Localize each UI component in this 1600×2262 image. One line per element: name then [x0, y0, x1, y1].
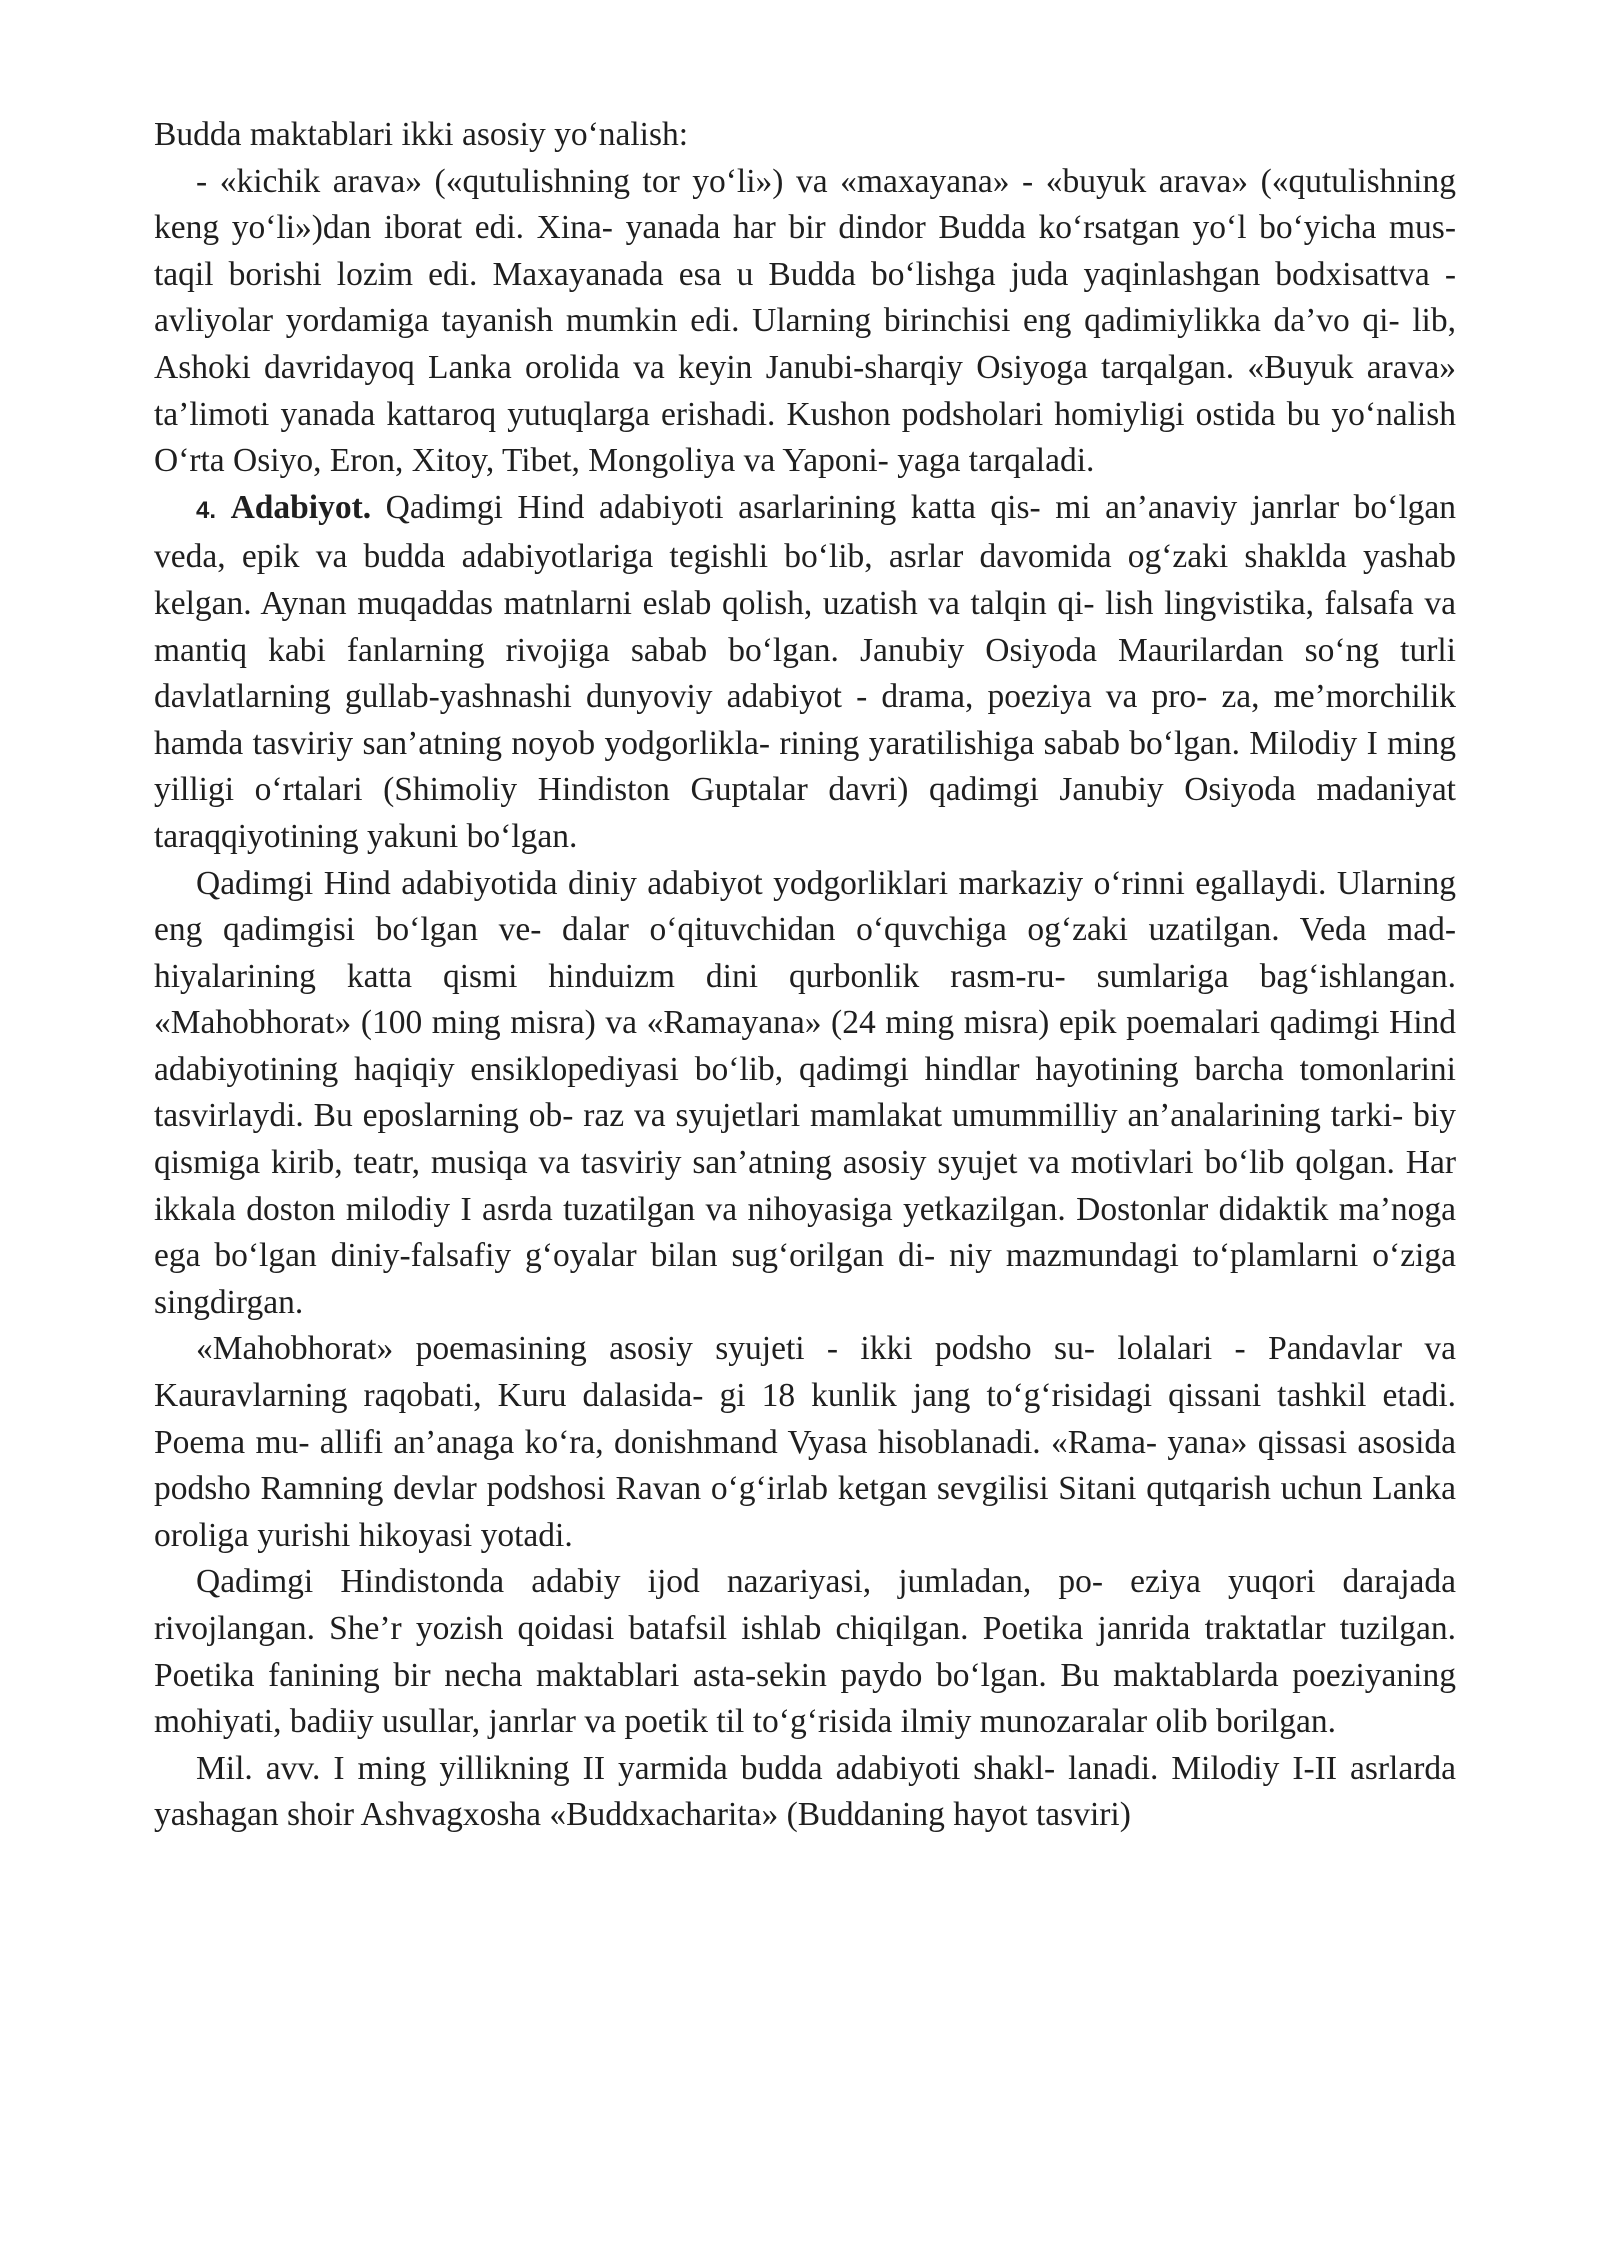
paragraph-buddhist-literature: Mil. avv. I ming yillikning II yarmida budda adabiyoti shakl- lanadi. Milodiy I-II asrlarda yashagan shoir Ashvagxosha «Buddxacharita» (Buddaning hayot tasviri) — [154, 1749, 1456, 1834]
document-page — [154, 112, 1456, 1839]
section-literature-paragraph — [154, 485, 1456, 861]
paragraph-mahabharata: «Mahobhorat» poemasining asosiy syujeti - ikki podsho su- lolalari - Pandavlar va Kauravlarning raqobati, Kuru dalasida- gi 18 kunlik jang to‘g‘risidagi qissani tashkil etadi. Poema mu- allifi an’anaga ko‘ra, donishmand Vyasa hisoblanadi. «Rama- yana» qissasi asosida podsho Ramning devlar podshosi Ravan o‘g‘irlab ketgan sevgilisi Sitani qutqarish uchun Lanka oroliga yurishi hikoyasi yotadi. — [154, 1330, 1456, 1554]
section-text: Qadimgi Hind adabiyoti asarlarining katta qis- mi an’anaviy janrlar bo‘lgan veda, epik va budda adabiyotlariga tegishli bo‘lib, asrlar davomida og‘zaki shaklda yashab kelgan. Aynan muqaddas matnlarni eslab qolish, uzatish va talqin qi- lish lingvistika, falsafa va mantiq kabi fanlarning rivojiga sabab bo‘lgan. Janubiy Osiyoda Maurilardan so‘ng turli davlatlarning gullab-yashnashi dunyoviy adabiyot - drama, poeziya va pro- za, me’morchilik hamda tasviriy san’atning noyob yodgorlikla- rining yaratilishiga sabab bo‘lgan. Milodiy I ming yilligi o‘rtalari (Shimoliy Hindiston Guptalar davri) qadimgi Janubiy Osiyoda madaniyat taraqqiyotining yakuni bo‘lgan. — [154, 488, 1457, 855]
paragraph-buddhist-schools: - «kichik arava» («qutulishning tor yo‘li») va «maxayana» - «buyuk arava» («qutulishning keng yo‘li»)dan iborat edi. Xina- yanada har bir dindor Budda ko‘rsatgan yo‘l bo‘yicha mus- taqil borishi lozim edi. Maxayanada esa u Budda bo‘lishga juda yaqinlashgan bodxisattva - avliyolar yordamiga tayanish mumkin edi. Ularning birinchisi eng qadimiylikka da’vo qi- lib, Ashoki davridayoq Lanka orolida va keyin Janubi-sharqiy Osiyoga tarqalgan. «Buyuk arava» ta’limoti yanada kattaroq yutuqlarga erishadi. Kushon podsholari homiyligi ostida bu yo‘nalish O‘rta Osiyo, Eron, Xitoy, Tibet, Mongoliya va Yaponi- yaga tarqaladi. — [154, 162, 1456, 480]
section-title: Adabiyot. — [230, 488, 372, 526]
paragraph-religious-literature: Qadimgi Hind adabiyotida diniy adabiyot yodgorliklari markaziy o‘rinni egallaydi. Ularning eng qadimgisi bo‘lgan ve- dalar o‘qituvchidan o‘quvchiga og‘zaki uzatilgan. Veda mad- hiyalarining katta qismi hinduizm dini qurbonlik rasm-ru- sumlariga bag‘ishlangan. «Mahobhorat» (100 ming misra) va «Ramayana» (24 ming misra) epik poemalari qadimgi Hind adabiyotining haqiqiy ensiklopediyasi bo‘lib, qadimgi hindlar hayotining barcha tomonlarini tasvirlaydi. Bu eposlarning ob- raz va syujetlari mamlakat umummilliy an’analarining tarki- biy qismiga kirib, teatr, musiqa va tasviriy san’atning asosiy syujet va motivlari bo‘lib qolgan. Har ikkala doston milodiy I asrda tuzatilgan va nihoyasiga yetkazilgan. Dostonlar didaktik ma’noga ega bo‘lgan diniy-falsafiy g‘oyalar bilan sug‘orilgan di- niy mazmundagi to‘plamlarni o‘ziga singdirgan. — [154, 864, 1456, 1321]
intro-line: Budda maktablari ikki asosiy yo‘nalish: — [154, 116, 689, 153]
section-number: 4. — [196, 496, 217, 524]
paragraph-poetics: Qadimgi Hindistonda adabiy ijod nazariyasi, jumladan, po- eziya yuqori darajada rivojlangan. She’r yozish qoidasi batafsil ishlab chiqilgan. Poetika janrida traktatlar tuzilgan. Poetika fanining bir necha maktablari asta-sekin paydo bo‘lgan. Bu maktablarda poeziyaning mohiyati, badiiy usullar, janrlar va poetik til to‘g‘risida ilmiy munozaralar olib borilgan. — [154, 1563, 1456, 1741]
